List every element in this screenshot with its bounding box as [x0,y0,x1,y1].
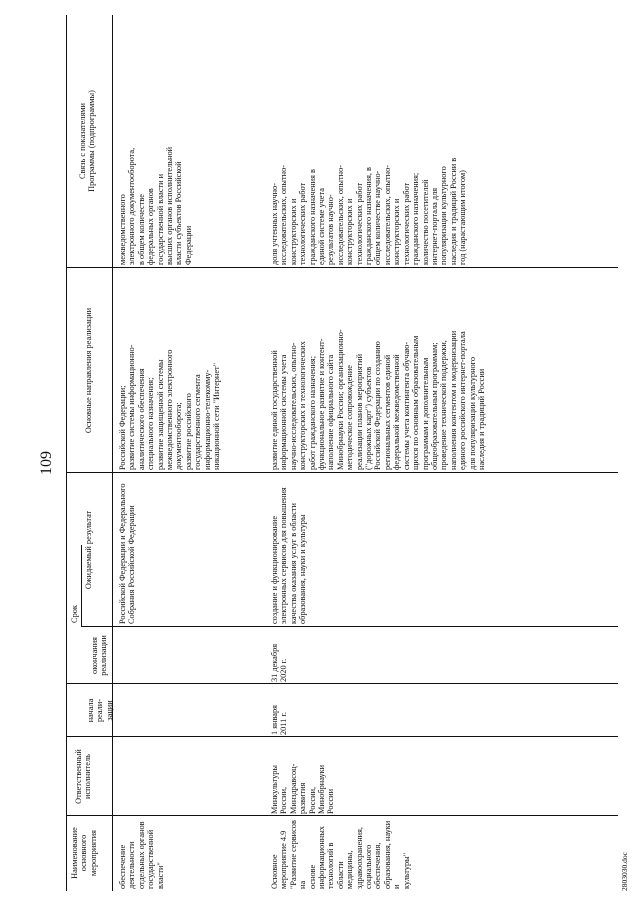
col-divider-3 [66,683,618,684]
header-start: начала реали- зации [86,698,114,723]
header-bottom-border [112,15,113,891]
header-directions: Основные направления реализации [84,307,93,434]
col-divider-1 [66,815,618,816]
header-end: окончания реализации [90,635,109,676]
header-result: Ожидаемый результат [84,510,93,590]
col-divider-2 [66,736,618,737]
header-executor: Ответственный исполнитель [74,749,93,804]
row2-result: создание и функционирование электронных сервисов для повышения качества оказания услуг в области образования, науки и культуры [270,487,308,624]
term-subheader-rule [81,545,82,627]
row2-indicators: доля учтенных научно- исследовательских, опытно- конструкторских и технологических работ гражданского назначения в единой системе учета результатов научно- исследовательских, опытно- конструкторских и технологических работ гражданского назначения, в общем количестве научно- исследовательских, опытно- конструкторских и технологических работ гражданского назначения; количество посетителей интернет-портала для популяризации культурного наследия и традиций России в год (нарастающим итогом) [270,157,468,265]
page-number: 109 [38,451,55,475]
row1-indicators: межведомственного электронного документооборота, в общем количестве федеральных органов государственной власти и высших органов исполнительной власти субъектов Российской Федерации [118,146,193,265]
header-indicators: Связь с показателями Программы (подпрограммы) [78,90,97,192]
row2-directions: развитие единой государственной информационной системы учета научно-исследовательских, опытно- конструкторских и технологических работ гражданского назначения; функциональное развитие и контент- наполнение официального сайта Минобрнауки России; организационно- методическое сопровождение реализации планов мероприятий ("дорожных карт") субъектов Российской Федерации по созданию региональных сегментов единой федеральной межведомственной системы учета контингента обучаю- щихся по основным образовательным программам и дополнительным общеобразовательным программам; проведение технической поддержки, наполнения контентом и модернизации единого российского интернет-портала для популяризации культурного наследия и традиций России [270,329,486,470]
row2-start: 1 января 2011 г. [270,705,289,735]
document-id: 2803030.doc [620,852,629,891]
row2-end: 31 декабря 2020 г. [270,643,289,682]
col-divider-5 [66,472,618,473]
col-divider-4 [81,626,618,627]
row2-executor: Минкультуры России, Минздравсоц- развития России, Минобрнауки России [270,763,336,814]
table-top-border [66,15,67,891]
row1-directions: Российской Федерации; развитие системы информационно- аналитического обеспечения специального назначения; развитие защищенной системы межведомственного электронного документооборота; развитие российского государственного сегмента информационно-телекомму- никационной сети "Интернет" [118,344,222,470]
row2-name: Основное мероприятие 4.9 "Развитие сервисов на основе информационных технологий в области медицины, здравоохранения, социального обеспечения, образования, науки и культуры" [270,820,411,889]
row1-name: обеспечение деятельности отдельных органов государственной власти" [118,821,165,889]
row1-result: Российской Федерации и Федерального Собрания Российской Федерации [118,483,137,624]
header-term: Срок [70,605,79,623]
header-name: Наименование основного мероприятия [70,827,98,879]
col-divider-6 [66,267,618,268]
